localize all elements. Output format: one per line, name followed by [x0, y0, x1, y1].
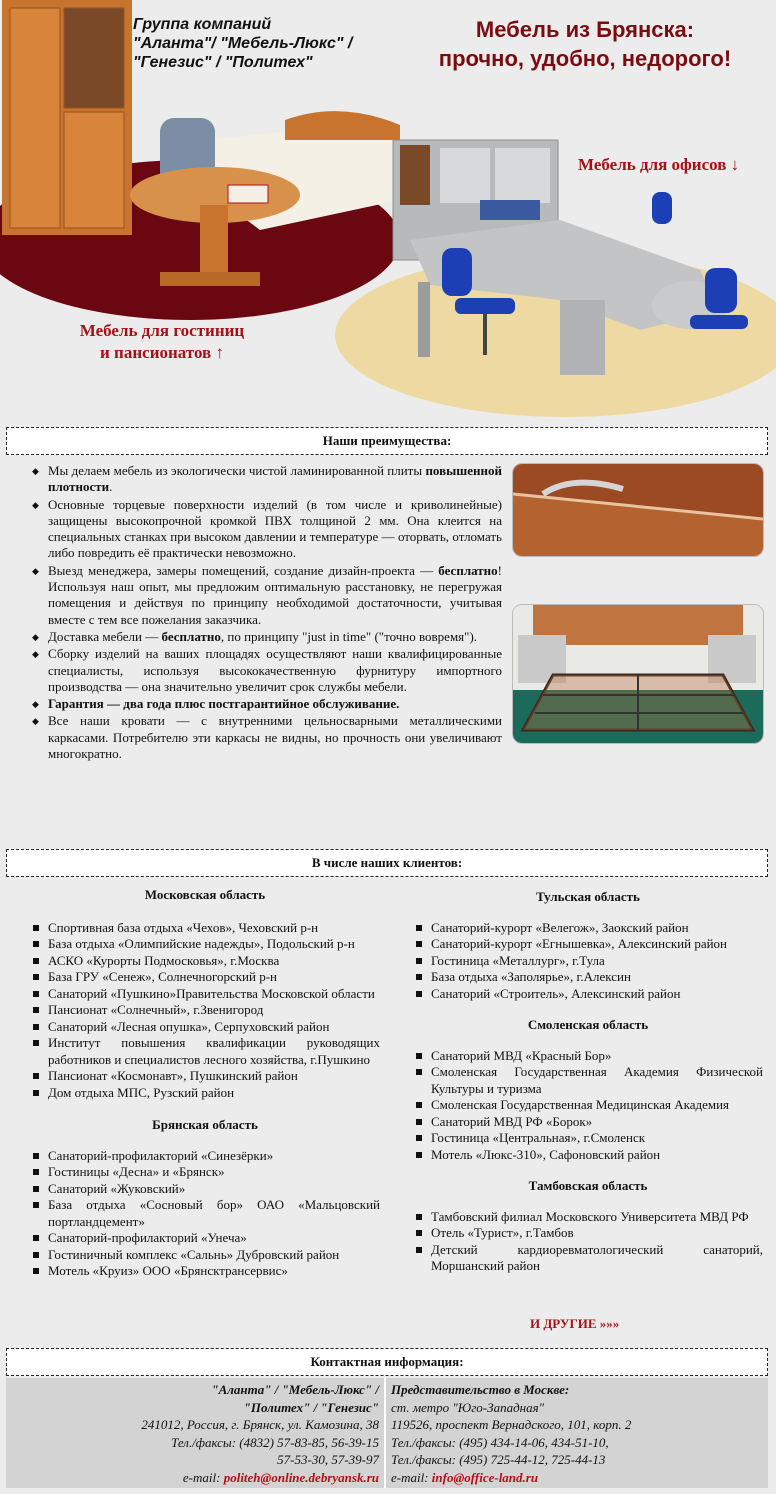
advantages-header: Наши преимущества:	[6, 427, 768, 455]
company-line-3: "Генезис" / "Политех"	[133, 54, 313, 71]
client-item: АСКО «Курорты Подмосковья», г.Москва	[30, 953, 380, 970]
client-item: База отдыха «Заполярье», г.Алексин	[413, 969, 763, 986]
advantages-list	[30, 463, 502, 763]
client-item: Смоленская Государственная Медицинская Академия	[413, 1097, 763, 1114]
advantage-text: Выезд менеджера, замеры помещений, создание дизайн-проекта —	[48, 562, 439, 578]
bryansk-phones-1: Тел./факсы: (4832) 57-83-85, 56-39-15	[171, 1434, 379, 1450]
bryansk-address: 241012, Россия, г. Брянск, ул. Камозина, 38	[141, 1417, 379, 1432]
client-item: База ГРУ «Сенеж», Солнечногорский р-н	[30, 969, 380, 986]
region-tambov-title: Тамбовская область	[528, 1178, 648, 1193]
client-item: Санаторий «Строитель», Алексинский район	[413, 986, 763, 1003]
advantage-text-end: .	[109, 479, 113, 495]
advantage-text-end: , по принципу "just in time" ("точно вовремя").	[220, 628, 478, 644]
advantage-item	[30, 629, 502, 645]
advantage-item	[30, 463, 502, 496]
slogan-line-2: прочно, удобно, недорого!	[438, 46, 732, 71]
advantage-item	[30, 497, 502, 562]
hotel-furniture-link[interactable]	[72, 320, 252, 364]
bryansk-email-row	[6, 1469, 379, 1487]
client-item: Пансионат «Солнечный», г.Звенигород	[30, 1002, 380, 1019]
client-item: Санаторий-курорт «Велегож», Заокский район	[413, 920, 763, 937]
client-item: Мотель «Круиз» ООО «Брянсктрансервис»	[30, 1263, 380, 1280]
office-furniture-link[interactable]: Мебель для офисов ↓	[578, 155, 740, 174]
advantage-item	[30, 713, 502, 762]
bryansk-email-link[interactable]: politeh@online.debryansk.ru	[223, 1469, 379, 1485]
client-item: Пансионат «Космонавт», Пушкинский район	[30, 1068, 380, 1085]
client-item: Санаторий «Пушкино»Правительства Московской области	[30, 986, 380, 1003]
region-smolensk-title: Смоленская область	[527, 1017, 649, 1032]
slogan-line-1: Мебель из Брянска:	[475, 17, 695, 42]
advantage-item	[30, 646, 502, 695]
client-item: Санаторий-профилакторий «Унеча»	[30, 1230, 380, 1247]
company-names-line-2: "Политех" / "Генезис"	[243, 1399, 379, 1415]
client-item: Отель «Турист», г.Тамбов	[413, 1225, 763, 1242]
advantage-text: Доставка мебели —	[48, 628, 162, 644]
slogan	[400, 15, 770, 73]
email-label: e-mail:	[182, 1469, 224, 1485]
client-item: Гостиница «Центральная», г.Смоленск	[413, 1130, 763, 1147]
moscow-phones-2: Тел./факсы: (495) 725-44-12, 725-44-13	[391, 1452, 606, 1467]
advantage-bold-text: бесплатно	[161, 628, 221, 644]
advantage-text: Все наши кровати — с внутренними цельносварными металлическими каркасами. Потребителю эти каркасы не видны, но прочность они увеличивают многократно.	[48, 713, 502, 762]
clients-left-column	[30, 887, 380, 1280]
advantage-text: Сборку изделий на ваших площадях осуществляют наши квалифицированные специалисты, используя высококачественную фурнитуру импортного производства — она значительно увеличит срок службы мебели.	[48, 646, 502, 694]
bed-frame-photo	[512, 604, 764, 744]
moscow-address: 119526, проспект Вернадского, 101, корп. 2	[391, 1417, 632, 1432]
advantage-item	[30, 563, 502, 628]
client-item: Тамбовский филиал Московского Университета МВД РФ	[413, 1209, 763, 1226]
advantage-bold-text: Гарантия — два года плюс постгарантийное обслуживание.	[48, 696, 400, 712]
moscow-contacts	[391, 1381, 763, 1486]
other-clients-link[interactable]: И ДРУГИЕ »»»	[530, 1316, 620, 1331]
hotel-link-line-2: и пансионатов ↑	[100, 343, 224, 362]
advantage-bold-text: повышенной плотности	[48, 463, 502, 495]
advantage-text: Мы делаем мебель из экологически чистой ламинированной плиты	[48, 463, 426, 478]
client-item: Спортивная база отдыха «Чехов», Чеховский р-н	[30, 920, 380, 937]
client-item: Санаторий «Жуковский»	[30, 1181, 380, 1198]
client-item: Санаторий-профилакторий «Синезёрки»	[30, 1148, 380, 1165]
client-item: Санаторий-курорт «Егнышевка», Алексинский район	[413, 936, 763, 953]
client-item: Дом отдыха МПС, Рузский район	[30, 1085, 380, 1102]
clients-header: В числе наших клиентов:	[6, 849, 768, 877]
bryansk-contacts	[6, 1381, 379, 1486]
clients-right-column	[413, 889, 763, 1275]
client-item: Институт повышения квалификации руководящих работников и специалистов лесного хозяйства, г.Пушкино	[30, 1035, 380, 1068]
company-line-1: Группа компаний	[133, 16, 272, 33]
client-item: База отдыха «Олимпийские надежды», Подольский р-н	[30, 936, 380, 953]
contacts-divider	[384, 1378, 386, 1488]
client-item: Детский кардиоревматологический санаторий, Моршанский район	[413, 1242, 763, 1275]
moscow-email-row	[391, 1469, 763, 1487]
client-item: Санаторий МВД РФ «Борок»	[413, 1114, 763, 1131]
client-item: Санаторий «Лесная опушка», Серпуховский район	[30, 1019, 380, 1036]
region-moscow-title: Московская область	[144, 887, 266, 902]
company-line-2: "Аланта"/ "Мебель-Люкс" /	[133, 35, 353, 52]
header	[0, 0, 776, 420]
client-item: База отдыха «Сосновый бор» ОАО «Мальцовский портландцемент»	[30, 1197, 380, 1230]
client-item: Смоленская Государственная Академия Физической Культуры и туризма	[413, 1064, 763, 1097]
region-bryansk-title: Брянская область	[152, 1117, 258, 1132]
client-item: Мотель «Люкс-310», Сафоновский район	[413, 1147, 763, 1164]
advantage-item	[30, 696, 502, 712]
contacts-header: Контактная информация:	[6, 1348, 768, 1376]
company-name	[133, 15, 352, 72]
moscow-phones-1: Тел./факсы: (495) 434-14-06, 434-51-10,	[391, 1434, 609, 1450]
client-item: Гостиничный комплекс «Сальнь» Дубровский район	[30, 1247, 380, 1264]
edge-photo	[512, 463, 764, 557]
email-label: e-mail:	[391, 1469, 432, 1485]
moscow-office-title: Представительство в Москве:	[391, 1382, 570, 1397]
client-item: Гостиница «Металлург», г.Тула	[413, 953, 763, 970]
hotel-link-line-1: Мебель для гостиниц	[79, 321, 245, 340]
client-item: Санаторий МВД «Красный Бор»	[413, 1048, 763, 1065]
region-tula-title: Тульская область	[536, 889, 640, 904]
client-item: Гостиницы «Десна» и «Брянск»	[30, 1164, 380, 1181]
advantage-bold-text: бесплатно	[438, 562, 498, 578]
bryansk-phones-2: 57-53-30, 57-39-97	[277, 1452, 379, 1467]
moscow-metro: ст. метро "Юго-Западная"	[391, 1399, 545, 1415]
company-names-line-1: "Аланта" / "Мебель-Люкс" /	[211, 1382, 379, 1397]
advantage-text: Основные торцевые поверхности изделий (в том числе и криволинейные) защищены высокопрочной кромкой ПВХ толщиной 2 мм. Она клеится на специальных станках при высоком давлении и температуре — оторвать, отломать либо повредить её практически невозможно.	[48, 496, 502, 561]
moscow-email-link[interactable]: info@office-land.ru	[431, 1469, 539, 1485]
advantage-text-end: ! Используя наш опыт, мы предложим оптимальную расстановку, не перегружая помещения и действуя по принципу необходимой достаточности, учитывая вместе с тем все пожелания заказчика.	[48, 562, 502, 627]
